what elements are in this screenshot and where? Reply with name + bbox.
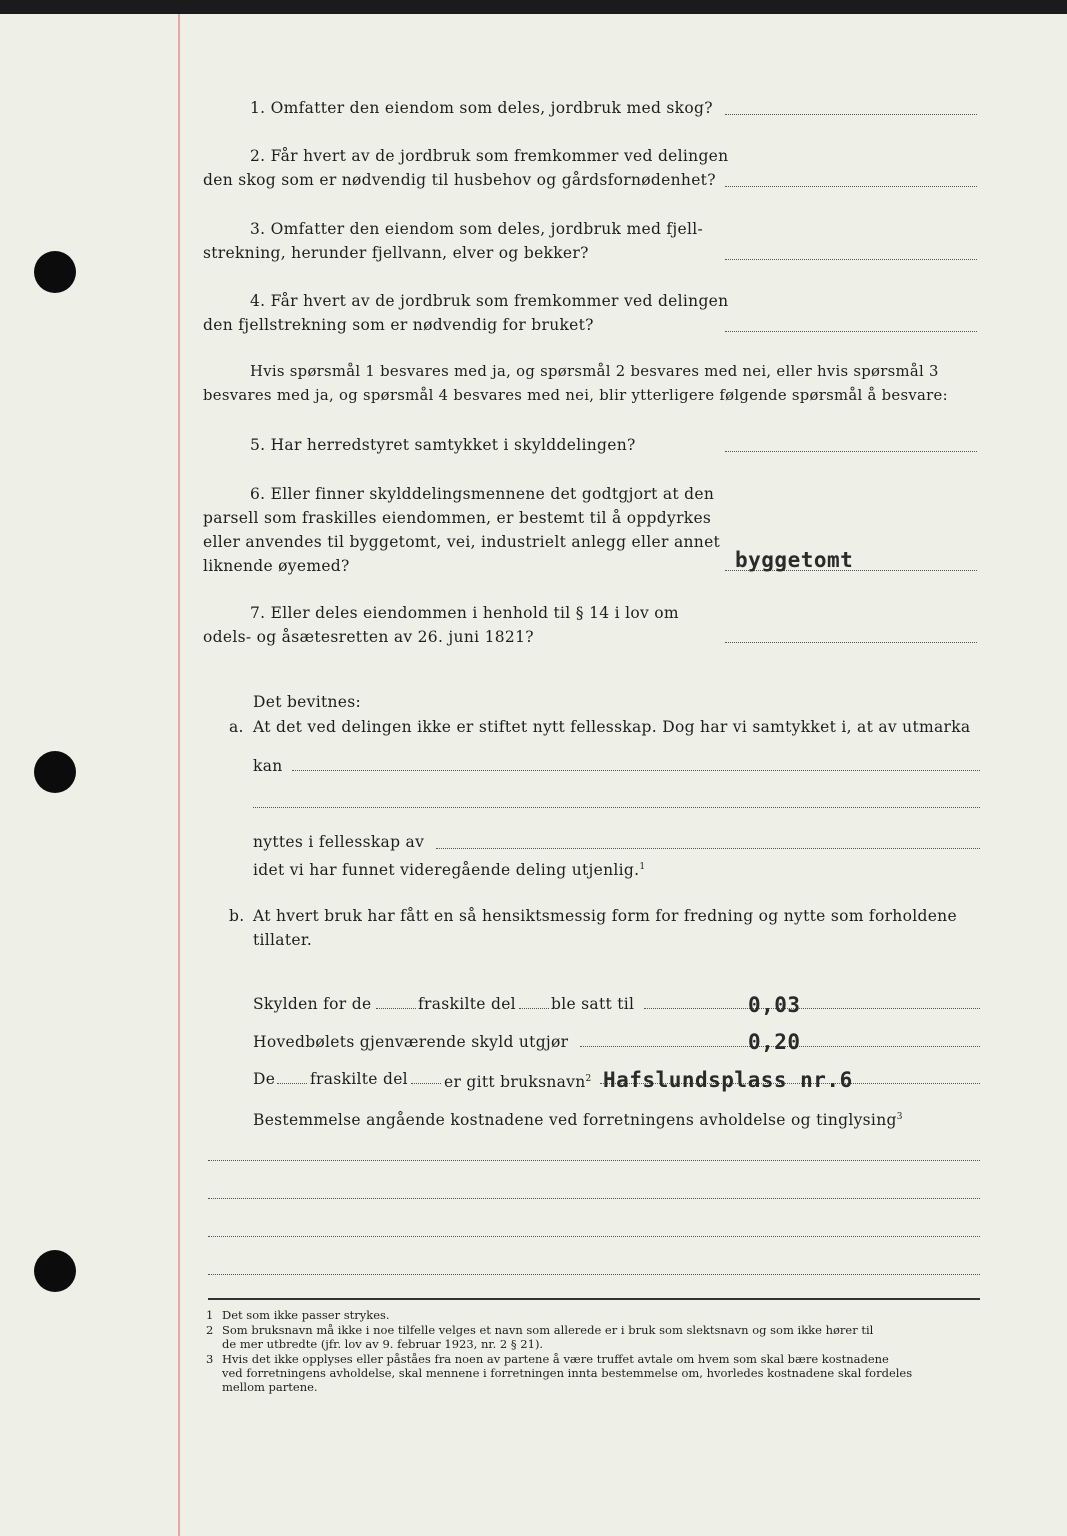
question-2-line1: 2. Får hvert av de jordbruk som fremkommer ved delingen (250, 147, 729, 165)
attest-a-idet (253, 855, 645, 882)
answer-field-3[interactable] (725, 259, 977, 260)
punch-hole (34, 751, 76, 793)
question-3-line1: 3. Omfatter den eiendom som deles, jordbruk med fjell- (250, 220, 704, 238)
hoved-label: Hovedbølets gjenværende skyld utgjør (253, 1033, 569, 1051)
bestemmelse-text: Bestemmelse angående kostnadene ved forretningens avholdelse og tinglysing (253, 1111, 897, 1130)
navn-label-3-text: er gitt bruksnavn (444, 1073, 586, 1092)
navn-label-1: De (253, 1070, 276, 1088)
footnote-ref-2: 2 (585, 1074, 592, 1084)
bestemmelse-field-4[interactable] (208, 1274, 980, 1275)
skyld-value: 0,03 (748, 993, 801, 1017)
attest-b-line2: tillater. (253, 931, 313, 949)
skyld-value-field[interactable] (644, 1008, 980, 1009)
attest-a-marker: a. (229, 718, 244, 736)
punch-hole (34, 1250, 76, 1292)
question-3-line2: strekning, herunder fjellvann, elver og bekker? (203, 244, 589, 262)
footnote-1-text: Det som ikke passer strykes. (222, 1308, 390, 1322)
utmark-field-2[interactable] (253, 807, 980, 808)
question-6-line3: eller anvendes til byggetomt, vei, industrielt anlegg eller annet (203, 533, 721, 551)
footnote-1-num: 1 (206, 1308, 214, 1322)
question-6-line2: parsell som fraskilles eiendommen, er bestemt til å oppdyrkes (203, 509, 712, 527)
question-6-line4: liknende øyemed? (203, 557, 350, 575)
question-5: 5. Har herredstyret samtykket i skylddelingen? (250, 436, 636, 454)
footnote-3-line3: mellom partene. (222, 1380, 318, 1394)
question-6-line1: 6. Eller finner skylddelingsmennene det godtgjort at den (250, 485, 715, 503)
skyld-del-field[interactable] (519, 1008, 549, 1009)
skyld-de-field[interactable] (376, 1008, 416, 1009)
attest-heading: Det bevitnes: (253, 693, 362, 711)
attest-a-text: At det ved delingen ikke er stiftet nytt fellesskap. Dog har vi samtykket i, at av utmarka (253, 718, 971, 736)
question-7-line2: odels- og åsætesretten av 26. juni 1821? (203, 628, 534, 646)
footnote-2-line2: de mer utbredte (jfr. lov av 9. februar 1923, nr. 2 § 21). (222, 1337, 544, 1351)
question-7-line1: 7. Eller deles eiendommen i henhold til § 14 i lov om (250, 604, 679, 622)
attest-b-marker: b. (229, 907, 245, 925)
footnote-3-num: 3 (206, 1352, 214, 1366)
question-4-line1: 4. Får hvert av de jordbruk som fremkommer ved delingen (250, 292, 729, 310)
answer-field-1[interactable] (725, 114, 977, 115)
fellesskap-field[interactable] (436, 848, 980, 849)
footnote-2-num: 2 (206, 1323, 214, 1337)
footnote-2-line1: Som bruksnavn må ikke i noe tilfelle velges et navn som allerede er i bruk som slektsnavn og som ikke hører til (222, 1323, 874, 1337)
attest-a-kan: kan (253, 757, 283, 775)
navn-del-field[interactable] (411, 1083, 441, 1084)
skyld-label-3: ble satt til (551, 995, 635, 1013)
utmark-field[interactable] (292, 770, 980, 771)
answer-field-4[interactable] (725, 331, 977, 332)
question-1: 1. Omfatter den eiendom som deles, jordbruk med skog? (250, 99, 713, 117)
form-page (0, 14, 1067, 1536)
attest-a-nyttes: nyttes i fellesskap av (253, 833, 425, 851)
bruksnavn-value: Hafslundsplass nr.6 (603, 1068, 853, 1092)
answer-6-value: byggetomt (735, 548, 854, 572)
question-2-line2: den skog som er nødvendig til husbehov og gårdsfornødenhet? (203, 171, 716, 189)
footnote-separator (208, 1298, 980, 1300)
skyld-label-2: fraskilte del (418, 995, 516, 1013)
bestemmelse-label (253, 1105, 903, 1132)
footnote-3-line1: Hvis det ikke opplyses eller påståes fra noen av partene å være truffet avtale om hvem som skal bære kostnadene (222, 1352, 889, 1366)
footnote-ref-3: 3 (896, 1112, 903, 1122)
margin-rule (178, 14, 180, 1536)
attest-b-line1: At hvert bruk har fått en så hensiktsmessig form for fredning og nytte som forholdene (253, 907, 957, 925)
bestemmelse-field-3[interactable] (208, 1236, 980, 1237)
condition-line2: besvares med ja, og spørsmål 4 besvares med nei, blir ytterligere følgende spørsmål å besvare: (203, 387, 948, 404)
bestemmelse-field-2[interactable] (208, 1198, 980, 1199)
answer-field-7[interactable] (725, 642, 977, 643)
navn-label-2: fraskilte del (310, 1070, 408, 1088)
attest-a-idet-text: idet vi har funnet videregående deling utjenlig. (253, 861, 640, 880)
question-4-line2: den fjellstrekning som er nødvendig for bruket? (203, 316, 594, 334)
skyld-label-1: Skylden for de (253, 995, 372, 1013)
footnote-ref-1: 1 (639, 862, 646, 872)
answer-field-2[interactable] (725, 186, 977, 187)
hoved-value: 0,20 (748, 1030, 801, 1054)
footnote-3-line2: ved forretningens avholdelse, skal mennene i forretningen innta bestemmelse om, hvorledes kostnadene skal fordeles (222, 1366, 913, 1380)
bestemmelse-field-1[interactable] (208, 1160, 980, 1161)
navn-de-field[interactable] (277, 1083, 307, 1084)
answer-field-5[interactable] (725, 451, 977, 452)
navn-label-3 (444, 1067, 592, 1094)
condition-line1: Hvis spørsmål 1 besvares med ja, og spørsmål 2 besvares med nei, eller hvis spørsmål 3 (250, 363, 939, 380)
punch-hole (34, 251, 76, 293)
